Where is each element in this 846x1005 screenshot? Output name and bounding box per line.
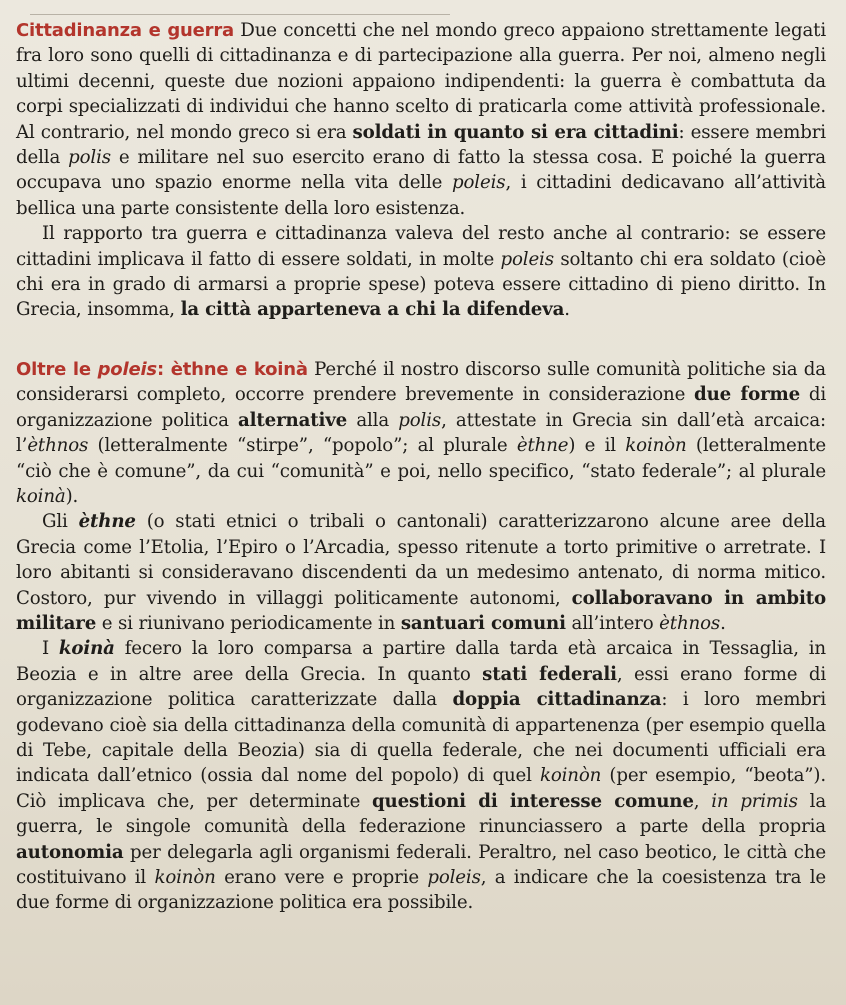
emphasis-bold: koinà: [58, 638, 115, 660]
paragraph: [16, 357, 826, 509]
emphasis-italic: èthnos: [659, 612, 721, 634]
section-beyond-poleis: [16, 357, 826, 916]
paragraph: [16, 509, 826, 636]
emphasis-bold: la città apparteneva a chi la difendeva: [180, 299, 565, 321]
emphasis-bold: questioni di interesse comune: [371, 790, 694, 812]
top-divider: [30, 14, 450, 15]
paragraph: [16, 636, 826, 915]
emphasis-bold: collaboravano in ambito militare: [16, 587, 826, 634]
paragraph: [16, 18, 826, 221]
emphasis-italic: èthne: [516, 435, 569, 457]
emphasis-italic: poleis: [452, 172, 506, 194]
emphasis-italic: in primis: [711, 790, 798, 812]
paragraph-text: I koinà fecero la loro comparsa a partire dalla tarda età arcaica in Tessaglia, in Beozia e in altre aree della Grecia. In quanto stati federali, essi erano forme di organizzazione politica caratterizzate dalla doppia cittadinanza: i loro membri godevano cioè sia della cittadinanza della comunità di appartenenza (per esempio quella di Tebe, capitale della Beozia) sia di quella federale, che nei documenti ufficiali era indicata dall’etnico (ossia dal nome del popolo) di quel koinòn (per esempio, “beota”). Ciò implicava che, per determinate questioni di interesse comune, in primis la guerra, le singole comunità della federazione rinunciassero a parte della propria autonomia per delegarla agli organismi federali. Peraltro, nel caso beotico, le città che costituivano il koinòn erano vere e proprie poleis, a indicare che la coesistenza tra le due forme di organizzazione politica era possibile.: [16, 638, 827, 914]
emphasis-italic: polis: [68, 147, 111, 169]
emphasis-bold: due forme: [694, 384, 801, 406]
heading-part-italic: poleis: [97, 358, 157, 380]
section-heading: Cittadinanza e guerra: [16, 20, 234, 41]
emphasis-bold: stati federali: [482, 663, 617, 685]
emphasis-italic: koinà: [16, 485, 66, 507]
paragraph-text: Due concetti che nel mondo greco appaiono strettamente legati fra loro sono quelli di cittadinanza e di partecipazione alla guerra. Per noi, almeno negli ultimi decenni, queste due nozioni appaiono indipendenti: la guerra è combattuta da corpi specializzati di individui che hanno scelto di praticarla come attività professionale. Al contrario, nel mondo greco si era soldati in quanto si era cittadini: essere membri della polis e militare nel suo esercito erano di fatto la stessa cosa. E poiché la guerra occupava uno spazio enorme nella vita delle poleis, i cittadini dedicavano all’attività bellica una parte consistente della loro esistenza.: [16, 20, 827, 219]
section-heading: [16, 359, 308, 380]
emphasis-bold: soldati in quanto si era cittadini: [352, 121, 679, 143]
heading-part: Oltre le: [16, 358, 98, 380]
paragraph-text: Il rapporto tra guerra e cittadinanza valeva del resto anche al contrario: se essere cittadini implicava il fatto di essere soldati, in molte poleis soltanto chi era soldato (cioè chi era in grado di armarsi a proprie spese) poteva essere cittadino di pieno diritto. In Grecia, insomma, la città apparteneva a chi la difendeva.: [16, 223, 826, 321]
emphasis-italic: poleis: [427, 867, 481, 888]
emphasis-italic: èthnos: [27, 435, 89, 457]
emphasis-italic: koinòn: [625, 435, 687, 457]
emphasis-bold: alternative: [238, 409, 348, 431]
emphasis-italic: polis: [398, 409, 442, 431]
emphasis-bold: santuari comuni: [400, 612, 566, 634]
emphasis-italic: koinòn: [539, 765, 602, 787]
paragraph-text: Perché il nostro discorso sulle comunità politiche sia da considerarsi completo, occorre prendere brevemente in considerazione due forme di organizzazione politica alternative alla polis, attestate in Grecia sin dall’età arcaica: l’èthnos (letteralmente “stirpe”, “popolo”; al plurale èthne) e il koinòn (letteralmente “ciò che è comune”, da cui “comunità” e poi, nello specifico, “stato federale”; al plurale koinà).: [16, 358, 827, 507]
emphasis-bold: èthne: [78, 511, 136, 533]
emphasis-bold: autonomia: [16, 841, 124, 863]
paragraph-text: Gli èthne (o stati etnici o tribali o cantonali) caratterizzarono alcune aree della Grecia come l’Etolia, l’Epiro o l’Arcadia, spesso ritenute a torto primitive o arretrate. I loro abitanti si consideravano discendenti da un medesimo antenato, di norma mitico. Costoro, pur vivendo in villaggi politicamente autonomi, collaboravano in ambito militare e si riunivano periodicamente in santuari comuni all’intero èthnos.: [16, 511, 827, 634]
paragraph: [16, 221, 826, 323]
section-citizenship-war: [16, 18, 826, 323]
emphasis-italic: poleis: [500, 248, 554, 270]
heading-part: : èthne e koinà: [156, 358, 308, 380]
emphasis-bold: doppia cittadinanza: [452, 689, 662, 711]
emphasis-italic: koinòn: [154, 867, 216, 888]
